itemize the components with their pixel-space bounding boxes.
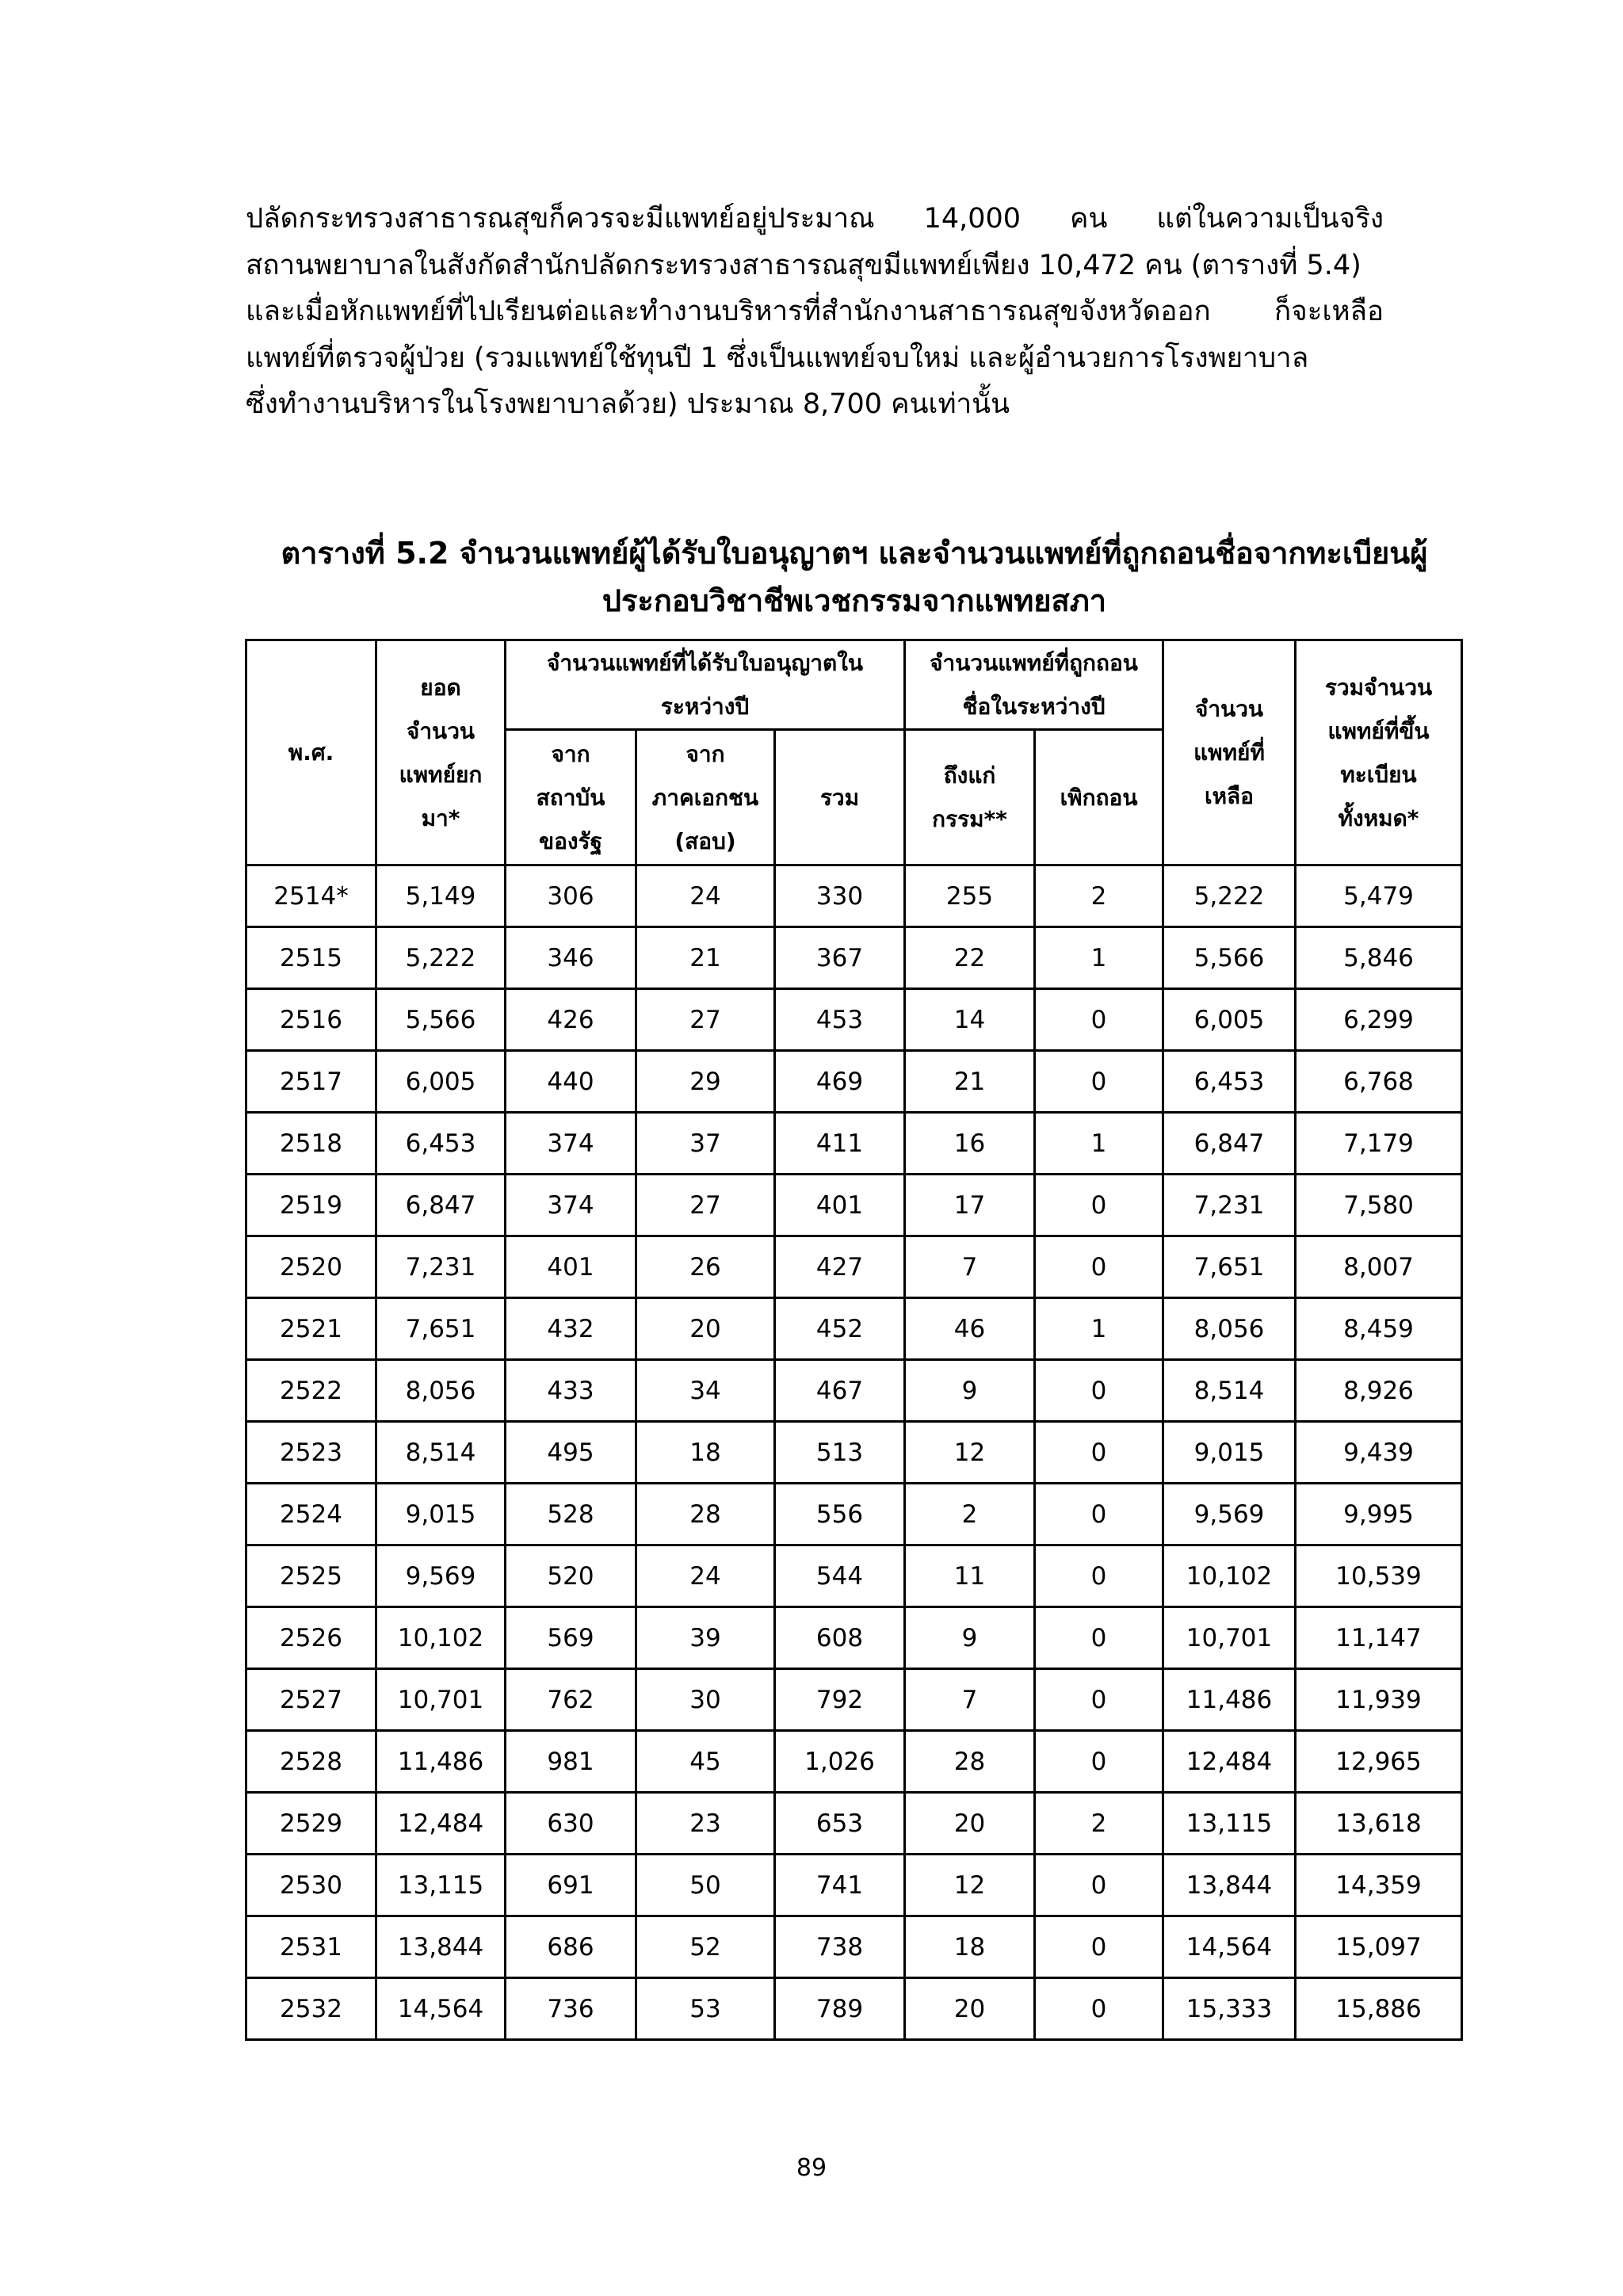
cell-remaining: 13,844 <box>1163 1855 1296 1916</box>
cell-from-private: 18 <box>636 1422 775 1484</box>
cell-revoked: 2 <box>1035 865 1163 927</box>
cell-deceased: 17 <box>905 1175 1035 1236</box>
cell-revoked: 0 <box>1035 1545 1163 1607</box>
table-row <box>246 865 1462 927</box>
cell-from-state: 440 <box>506 1051 636 1113</box>
cell-from-private: 20 <box>636 1298 775 1360</box>
table-row <box>246 927 1462 989</box>
cell-year: 2518 <box>246 1113 376 1175</box>
paragraph-line: แพทย์ที่ตรวจผู้ป่วย (รวมแพทย์ใช้ทุนปี 1 ซึ่งเป็นแพทย์จบใหม่ และผู้อำนวยการโรงพยาบาล <box>246 342 1309 374</box>
table-row <box>246 1360 1462 1422</box>
cell-revoked: 1 <box>1035 1298 1163 1360</box>
cell-deceased: 14 <box>905 989 1035 1051</box>
cell-total-registered: 6,768 <box>1296 1051 1462 1113</box>
cell-revoked: 0 <box>1035 1051 1163 1113</box>
cell-from-state: 346 <box>506 927 636 989</box>
cell-revoked: 0 <box>1035 1916 1163 1978</box>
cell-deceased: 7 <box>905 1669 1035 1731</box>
cell-remaining: 6,847 <box>1163 1113 1296 1175</box>
cell-remaining: 7,231 <box>1163 1175 1296 1236</box>
cell-remaining: 11,486 <box>1163 1669 1296 1731</box>
table-row <box>246 1916 1462 1978</box>
cell-from-private: 45 <box>636 1731 775 1793</box>
cell-deceased: 12 <box>905 1855 1035 1916</box>
cell-sum: 401 <box>775 1175 905 1236</box>
cell-remaining: 14,564 <box>1163 1916 1296 1978</box>
header-deceased: ถึงแก่ กรรม** <box>905 730 1035 865</box>
cell-remaining: 15,333 <box>1163 1978 1296 2040</box>
table-row <box>246 1051 1462 1113</box>
table-row <box>246 1298 1462 1360</box>
cell-sum: 453 <box>775 989 905 1051</box>
cell-year: 2524 <box>246 1484 376 1545</box>
cell-from-private: 52 <box>636 1916 775 1978</box>
cell-sum: 556 <box>775 1484 905 1545</box>
header-licensed-group: จำนวนแพทย์ที่ได้รับใบอนุญาตใน ระหว่างปี <box>506 640 905 730</box>
cell-deceased: 20 <box>905 1978 1035 2040</box>
table-row <box>246 1669 1462 1731</box>
cell-remaining: 6,005 <box>1163 989 1296 1051</box>
cell-year: 2516 <box>246 989 376 1051</box>
cell-from-state: 374 <box>506 1113 636 1175</box>
cell-deceased: 21 <box>905 1051 1035 1113</box>
cell-remaining: 7,651 <box>1163 1236 1296 1298</box>
cell-revoked: 0 <box>1035 1360 1163 1422</box>
header-year: พ.ศ. <box>246 640 376 865</box>
cell-sum: 367 <box>775 927 905 989</box>
cell-from-state: 686 <box>506 1916 636 1978</box>
cell-revoked: 0 <box>1035 1422 1163 1484</box>
cell-from-private: 28 <box>636 1484 775 1545</box>
cell-deceased: 9 <box>905 1360 1035 1422</box>
cell-from-state: 432 <box>506 1298 636 1360</box>
cell-year: 2528 <box>246 1731 376 1793</box>
cell-total-registered: 7,179 <box>1296 1113 1462 1175</box>
cell-carried-forward: 13,844 <box>376 1916 506 1978</box>
cell-sum: 789 <box>775 1978 905 2040</box>
cell-sum: 741 <box>775 1855 905 1916</box>
cell-year: 2520 <box>246 1236 376 1298</box>
cell-from-private: 53 <box>636 1978 775 2040</box>
cell-remaining: 10,102 <box>1163 1545 1296 1607</box>
cell-year: 2523 <box>246 1422 376 1484</box>
cell-remaining: 9,569 <box>1163 1484 1296 1545</box>
cell-carried-forward: 13,115 <box>376 1855 506 1916</box>
cell-sum: 467 <box>775 1360 905 1422</box>
cell-sum: 653 <box>775 1793 905 1855</box>
cell-sum: 452 <box>775 1298 905 1360</box>
table-row <box>246 1607 1462 1669</box>
cell-revoked: 0 <box>1035 1607 1163 1669</box>
cell-year: 2521 <box>246 1298 376 1360</box>
cell-remaining: 12,484 <box>1163 1731 1296 1793</box>
cell-year: 2519 <box>246 1175 376 1236</box>
cell-carried-forward: 5,566 <box>376 989 506 1051</box>
header-removed-group: จำนวนแพทย์ที่ถูกถอน ชื่อในระหว่างปี <box>905 640 1163 730</box>
cell-total-registered: 12,965 <box>1296 1731 1462 1793</box>
cell-sum: 1,026 <box>775 1731 905 1793</box>
cell-from-state: 374 <box>506 1175 636 1236</box>
cell-from-private: 30 <box>636 1669 775 1731</box>
header-from-private: จาก ภาคเอกชน (สอบ) <box>636 730 775 865</box>
cell-remaining: 13,115 <box>1163 1793 1296 1855</box>
cell-total-registered: 13,618 <box>1296 1793 1462 1855</box>
cell-total-registered: 9,995 <box>1296 1484 1462 1545</box>
cell-from-private: 21 <box>636 927 775 989</box>
cell-revoked: 1 <box>1035 927 1163 989</box>
cell-from-private: 23 <box>636 1793 775 1855</box>
cell-sum: 427 <box>775 1236 905 1298</box>
cell-deceased: 22 <box>905 927 1035 989</box>
paragraph-line: ปลัดกระทรวงสาธารณสุขก็ควรจะมีแพทย์อยู่ประมาณ 14,000 คน แต่ในความเป็นจริง <box>246 203 1384 235</box>
cell-total-registered: 7,580 <box>1296 1175 1462 1236</box>
cell-carried-forward: 7,231 <box>376 1236 506 1298</box>
cell-carried-forward: 11,486 <box>376 1731 506 1793</box>
cell-revoked: 0 <box>1035 1236 1163 1298</box>
cell-carried-forward: 9,569 <box>376 1545 506 1607</box>
cell-year: 2531 <box>246 1916 376 1978</box>
cell-carried-forward: 9,015 <box>376 1484 506 1545</box>
cell-revoked: 0 <box>1035 1175 1163 1236</box>
cell-from-private: 26 <box>636 1236 775 1298</box>
table-row <box>246 989 1462 1051</box>
cell-deceased: 46 <box>905 1298 1035 1360</box>
table-body <box>246 865 1462 2040</box>
cell-sum: 469 <box>775 1051 905 1113</box>
cell-total-registered: 8,459 <box>1296 1298 1462 1360</box>
table-row <box>246 1855 1462 1916</box>
cell-from-state: 569 <box>506 1607 636 1669</box>
cell-year: 2514* <box>246 865 376 927</box>
cell-from-state: 981 <box>506 1731 636 1793</box>
table-caption <box>238 529 1471 625</box>
header-sum: รวม <box>775 730 905 865</box>
cell-year: 2525 <box>246 1545 376 1607</box>
cell-total-registered: 14,359 <box>1296 1855 1462 1916</box>
cell-from-state: 495 <box>506 1422 636 1484</box>
cell-revoked: 1 <box>1035 1113 1163 1175</box>
table-row <box>246 1113 1462 1175</box>
cell-from-private: 29 <box>636 1051 775 1113</box>
cell-sum: 792 <box>775 1669 905 1731</box>
cell-from-private: 27 <box>636 1175 775 1236</box>
cell-sum: 411 <box>775 1113 905 1175</box>
table-row <box>246 1484 1462 1545</box>
cell-carried-forward: 6,005 <box>376 1051 506 1113</box>
cell-deceased: 11 <box>905 1545 1035 1607</box>
cell-year: 2530 <box>246 1855 376 1916</box>
cell-from-state: 426 <box>506 989 636 1051</box>
cell-deceased: 12 <box>905 1422 1035 1484</box>
cell-revoked: 2 <box>1035 1793 1163 1855</box>
cell-deceased: 7 <box>905 1236 1035 1298</box>
cell-remaining: 6,453 <box>1163 1051 1296 1113</box>
paragraph-line: สถานพยาบาลในสังกัดสำนักปลัดกระทรวงสาธารณสุขมีแพทย์เพียง 10,472 คน (ตารางที่ 5.4) <box>246 249 1361 281</box>
header-from-state: จาก สถาบัน ของรัฐ <box>506 730 636 865</box>
cell-from-private: 27 <box>636 989 775 1051</box>
cell-carried-forward: 6,453 <box>376 1113 506 1175</box>
cell-from-state: 528 <box>506 1484 636 1545</box>
cell-from-state: 306 <box>506 865 636 927</box>
cell-carried-forward: 14,564 <box>376 1978 506 2040</box>
cell-year: 2515 <box>246 927 376 989</box>
cell-total-registered: 15,097 <box>1296 1916 1462 1978</box>
cell-revoked: 0 <box>1035 1978 1163 2040</box>
cell-sum: 513 <box>775 1422 905 1484</box>
table-row <box>246 1731 1462 1793</box>
header-carried-forward: ยอด จำนวน แพทย์ยก มา* <box>376 640 506 865</box>
table-row <box>246 1175 1462 1236</box>
page-number: 89 <box>796 2154 827 2182</box>
cell-deceased: 20 <box>905 1793 1035 1855</box>
cell-from-state: 433 <box>506 1360 636 1422</box>
cell-total-registered: 10,539 <box>1296 1545 1462 1607</box>
table-caption-line-1: ตารางที่ 5.2 จำนวนแพทย์ผู้ได้รับใบอนุญาตฯ และจำนวนแพทย์ที่ถูกถอนชื่อจากทะเบียนผู้ <box>281 536 1428 571</box>
table-row <box>246 1978 1462 2040</box>
cell-from-private: 24 <box>636 865 775 927</box>
cell-carried-forward: 8,056 <box>376 1360 506 1422</box>
cell-total-registered: 15,886 <box>1296 1978 1462 2040</box>
cell-from-private: 34 <box>636 1360 775 1422</box>
cell-remaining: 5,566 <box>1163 927 1296 989</box>
cell-revoked: 0 <box>1035 1855 1163 1916</box>
cell-sum: 608 <box>775 1607 905 1669</box>
cell-from-state: 691 <box>506 1855 636 1916</box>
body-paragraph <box>246 196 1384 428</box>
cell-carried-forward: 6,847 <box>376 1175 506 1236</box>
cell-carried-forward: 10,102 <box>376 1607 506 1669</box>
cell-total-registered: 8,926 <box>1296 1360 1462 1422</box>
cell-from-state: 520 <box>506 1545 636 1607</box>
cell-sum: 738 <box>775 1916 905 1978</box>
cell-total-registered: 6,299 <box>1296 989 1462 1051</box>
cell-carried-forward: 12,484 <box>376 1793 506 1855</box>
cell-remaining: 5,222 <box>1163 865 1296 927</box>
cell-total-registered: 9,439 <box>1296 1422 1462 1484</box>
cell-carried-forward: 7,651 <box>376 1298 506 1360</box>
cell-deceased: 18 <box>905 1916 1035 1978</box>
cell-carried-forward: 8,514 <box>376 1422 506 1484</box>
cell-total-registered: 11,147 <box>1296 1607 1462 1669</box>
cell-remaining: 8,514 <box>1163 1360 1296 1422</box>
table-row <box>246 1793 1462 1855</box>
cell-sum: 330 <box>775 865 905 927</box>
cell-from-private: 39 <box>636 1607 775 1669</box>
cell-from-private: 24 <box>636 1545 775 1607</box>
cell-from-private: 37 <box>636 1113 775 1175</box>
header-revoked: เพิกถอน <box>1035 730 1163 865</box>
table-caption-line-2: ประกอบวิชาชีพเวชกรรมจากแพทยสภา <box>601 583 1107 618</box>
cell-remaining: 10,701 <box>1163 1607 1296 1669</box>
cell-total-registered: 8,007 <box>1296 1236 1462 1298</box>
cell-deceased: 28 <box>905 1731 1035 1793</box>
table-row <box>246 1545 1462 1607</box>
cell-year: 2526 <box>246 1607 376 1669</box>
cell-revoked: 0 <box>1035 1731 1163 1793</box>
header-total-registered: รวมจำนวน แพทย์ที่ขึ้น ทะเบียน ทั้งหมด* <box>1296 640 1462 865</box>
physician-license-table <box>245 639 1463 2041</box>
table-row <box>246 1422 1462 1484</box>
cell-year: 2522 <box>246 1360 376 1422</box>
cell-from-state: 762 <box>506 1669 636 1731</box>
cell-year: 2527 <box>246 1669 376 1731</box>
paragraph-line: และเมื่อหักแพทย์ที่ไปเรียนต่อและทำงานบริหารที่สำนักงานสาธารณสุขจังหวัดออก ก็จะเหลือ <box>246 296 1384 327</box>
cell-year: 2517 <box>246 1051 376 1113</box>
cell-carried-forward: 5,149 <box>376 865 506 927</box>
paragraph-line: ซึ่งทำงานบริหารในโรงพยาบาลด้วย) ประมาณ 8,700 คนเท่านั้น <box>246 388 1010 420</box>
cell-from-state: 401 <box>506 1236 636 1298</box>
cell-revoked: 0 <box>1035 989 1163 1051</box>
cell-remaining: 9,015 <box>1163 1422 1296 1484</box>
table-row <box>246 1236 1462 1298</box>
cell-deceased: 2 <box>905 1484 1035 1545</box>
header-remaining: จำนวน แพทย์ที่ เหลือ <box>1163 640 1296 865</box>
cell-revoked: 0 <box>1035 1484 1163 1545</box>
cell-from-private: 50 <box>636 1855 775 1916</box>
cell-deceased: 16 <box>905 1113 1035 1175</box>
cell-sum: 544 <box>775 1545 905 1607</box>
cell-total-registered: 5,479 <box>1296 865 1462 927</box>
cell-year: 2529 <box>246 1793 376 1855</box>
cell-year: 2532 <box>246 1978 376 2040</box>
cell-deceased: 9 <box>905 1607 1035 1669</box>
cell-deceased: 255 <box>905 865 1035 927</box>
cell-total-registered: 5,846 <box>1296 927 1462 989</box>
cell-carried-forward: 5,222 <box>376 927 506 989</box>
cell-carried-forward: 10,701 <box>376 1669 506 1731</box>
cell-remaining: 8,056 <box>1163 1298 1296 1360</box>
cell-from-state: 736 <box>506 1978 636 2040</box>
cell-from-state: 630 <box>506 1793 636 1855</box>
cell-revoked: 0 <box>1035 1669 1163 1731</box>
cell-total-registered: 11,939 <box>1296 1669 1462 1731</box>
